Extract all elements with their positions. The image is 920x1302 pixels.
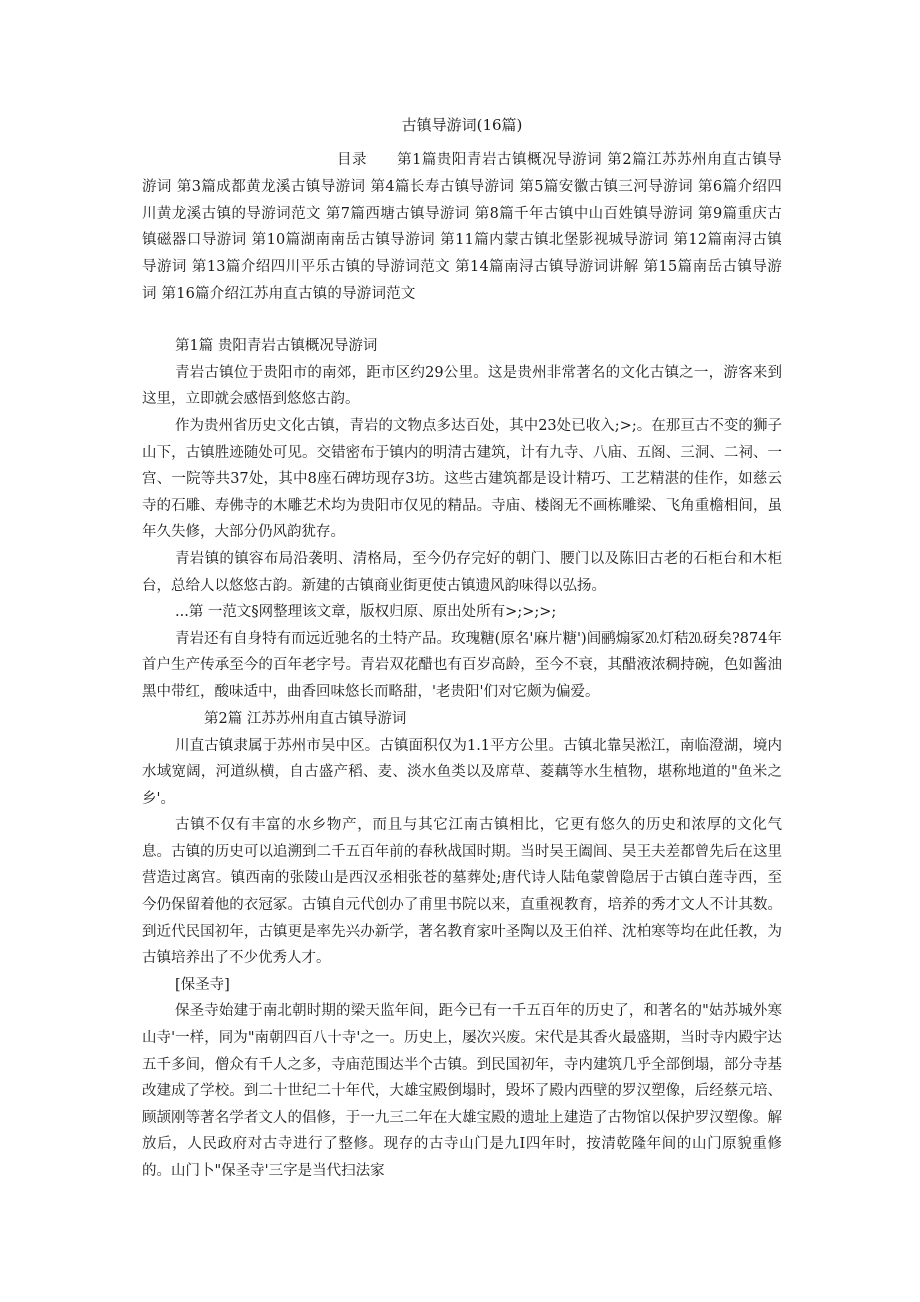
section-1-paragraph: ...第 一范文§网整理该文章，版权归原、原出处所有>;>;>; bbox=[175, 604, 557, 621]
section-1-paragraph: 青岩古镇位于贵阳市的南郊，距市区约29公里。这是贵州非常著名的文化古镇之一，游客来到这里，立即就会感悟到悠悠古韵。 bbox=[142, 364, 782, 408]
section-1-heading: 第1篇 贵阳青岩古镇概况导游词 bbox=[175, 337, 378, 354]
section-1-paragraph: 作为贵州省历史文化古镇，青岩的文物点多达百处，其中23处已收入;>;。在那亘古不变的狮子山下，古镇胜迹随处可见。交错密布于镇内的明清古建筑，计有九寺、八庙、五阁、三洞、二祠、一宫、一院等共37处，其中8座石碑坊现存3坊。这些古建筑都是设计精巧、工艺精湛的佳作，如慈云寺的石雕、寿佛寺的木雕艺术均为贵阳市仅见的精品。寺庙、楼阁无不画栋雕梁、飞角重檐相间，虽年久失修，大部分仍风韵犹存。 bbox=[142, 417, 782, 541]
baosheng-temple-heading: [保圣寺] bbox=[175, 976, 230, 993]
section-2-heading: 第2篇 江苏苏州甪直古镇导游词 bbox=[204, 710, 407, 727]
section-1-paragraph: 青岩还有自身特有而远近驰名的土特产品。玫瑰糖(原名'麻片糖')闾鹂煽冢⒛灯秸⒛砑矣?874年首户生产传承至今的百年老字号。青岩双花醋也有百岁高龄，至今不衰，其醋液浓稠持碗，色如酱油黑中带红，酸味适中，曲香回味悠长而略甜，'老贵阳'们对它颇为偏爱。 bbox=[142, 630, 782, 700]
section-2-paragraph: 川直古镇隶属于苏州市吴中区。古镇面积仅为1.1平方公里。古镇北靠吴淞江，南临澄湖，境内水域宽阔，河道纵横，自古盛产稻、麦、淡水鱼类以及席草、菱藕等水生植物，堪称地道的"鱼米之乡'。 bbox=[142, 737, 782, 807]
baosheng-temple-paragraph: 保圣寺始建于南北朝时期的梁天监年间，距今已有一千五百年的历史了，和著名的"姑苏城外寒山寺'一样，同为"南朝四百八十寺'之一。历史上，屡次兴废。宋代是其香火最盛期，当时寺内殿宇达五千多间，僧众有千人之多，寺庙范围达半个古镇。到民国初年，寺内建筑几乎全部倒塌，部分寺基改建成了学校。到二十世纪二十年代，大雄宝殿倒塌时，毁坏了殿内西壁的罗汉塑像，后经蔡元培、顾颉刚等著名学者文人的倡修，于一九三二年在大雄宝殿的遗址上建造了古物馆以保护罗汉塑像。解放后，人民政府对古寺进行了整修。现存的古寺山门是九I四年时，按清乾隆年间的山门原貌重修的。山门卜"保圣寺'三字是当代扫法家 bbox=[142, 1003, 782, 1179]
table-of-contents: 目录 第1篇贵阳青岩古镇概况导游词 第2篇江苏苏州甪直古镇导游词 第3篇成都黄龙溪古镇导游词 第4篇长寿古镇导游词 第5篇安徽古镇三河导游词 第6篇介绍四川黄龙溪古镇的导游词范文 第7篇西塘古镇导游词 第8篇千年古镇中山百姓镇导游词 第9篇重庆古镇磁器口导游词 第10篇湖南南岳古镇导游词 第11篇内蒙古镇北堡影视城导游词 第12篇南浔古镇导游词 第13篇介绍四川平乐古镇的导游词范文 第14篇南浔古镇导游词讲解 第15篇南岳古镇导游词 第16篇介绍江苏甪直古镇的导游词范文 bbox=[142, 152, 782, 302]
section-1-paragraph: 青岩镇的镇容布局沿袭明、清格局，至今仍存完好的朝门、腰门以及陈旧古老的石柜台和木柜台，总给人以悠悠古韵。新建的古镇商业街更使古镇遗风韵味得以弘扬。 bbox=[142, 550, 782, 594]
document-title: 古镇导游词(16篇) bbox=[401, 116, 523, 134]
section-2-paragraph: 古镇不仅有丰富的水乡物产，而且与其它江南古镇相比，它更有悠久的历史和浓厚的文化气息。古镇的历史可以追溯到二千五百年前的春秋战国时期。当时吴王阖闾、吴王夫差都曾先后在这里营造过离宫。镇西南的张陵山是西汉丞相张苍的墓葬处;唐代诗人陆龟蒙曾隐居于古镇白莲寺西，至今仍保留着他的衣冠冢。古镇自元代创办了甫里书院以来，直重视教育，培养的秀才文人不计其数。到近代民国初年，古镇更是率先兴办新学，著名教育家叶圣陶以及王伯祥、沈柏寒等均在此任教，为古镇培养出了不少优秀人才。 bbox=[142, 817, 782, 967]
